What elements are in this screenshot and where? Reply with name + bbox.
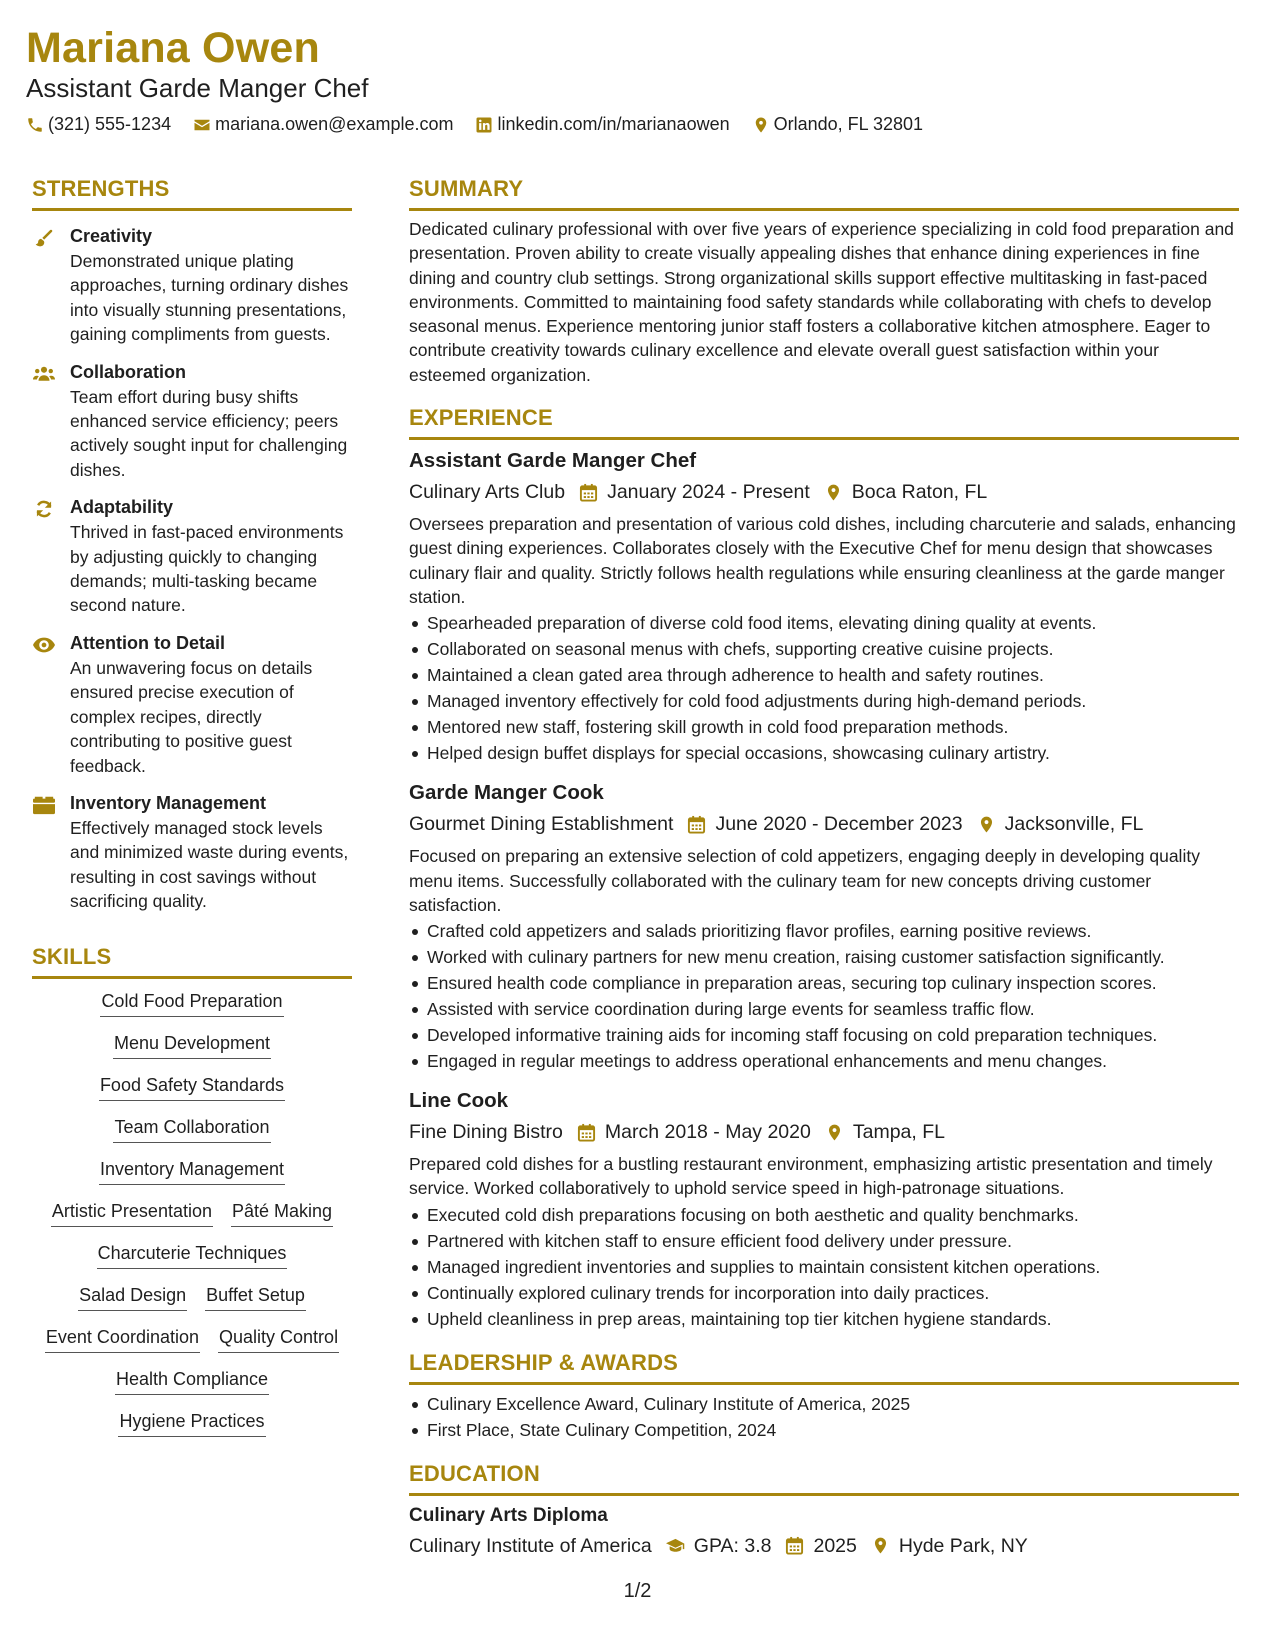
job-title: Garde Manger Cook (409, 781, 604, 805)
calendar-icon (687, 815, 706, 834)
gpa-text: GPA: 3.8 (693, 1534, 772, 1557)
contact-linkedin[interactable] (475, 114, 729, 135)
job-bullet: Engaged in regular meetings to address operational enhancements and menu changes. (409, 1048, 1239, 1074)
graduation-cap-icon (666, 1536, 685, 1555)
envelope-icon (193, 116, 211, 134)
company-name: Gourmet Dining Establishment (409, 813, 674, 836)
year-item (785, 1531, 856, 1561)
dates-text: March 2018 - May 2020 (604, 1121, 811, 1144)
strength-title: Collaboration (70, 361, 186, 382)
skill-row (109, 1409, 274, 1437)
paintbrush-icon (33, 228, 55, 248)
job-bullets (409, 610, 1239, 766)
edu-location-text: Hyde Park, NY (898, 1534, 1028, 1557)
job-meta (409, 809, 1239, 839)
map-pin-icon (871, 1536, 890, 1555)
calendar-icon (577, 1123, 596, 1142)
eye-icon (33, 635, 55, 655)
strength-desc: Effectively managed stock levels and minimized waste during events, resulting in cost savings without sacrificing quality. (70, 817, 349, 912)
skill-row (104, 1031, 280, 1059)
experience-heading: EXPERIENCE (409, 401, 1239, 440)
awards-heading: LEADERSHIP & AWARDS (409, 1346, 1239, 1385)
skill-tag: Inventory Management (99, 1157, 285, 1185)
phone-text: (321) 555-1234 (48, 114, 172, 134)
job-bullet: Helped design buffet displays for special occasions, showcasing culinary artistry. (409, 740, 1239, 766)
resume-header (26, 22, 1246, 135)
skill-row (106, 1367, 278, 1395)
gpa-item (666, 1531, 772, 1561)
strength-item (32, 790, 352, 914)
strength-desc: Thrived in fast-paced environments by adjusting quickly to changing demands; multi-tasking became second nature. (70, 522, 344, 616)
job-meta (409, 1117, 1239, 1147)
map-pin-icon (825, 1123, 844, 1142)
job-bullet: Upheld cleanliness in prep areas, maintaining top tier kitchen hygiene standards. (409, 1306, 1239, 1332)
strength-title: Creativity (70, 226, 153, 246)
job-location (824, 477, 988, 507)
job-bullet: Crafted cold appetizers and salads prioritizing flavor profiles, earning positive reviews. (409, 918, 1239, 944)
email-text[interactable]: mariana.owen@example.com (215, 114, 454, 134)
job-dates (687, 809, 962, 839)
calendar-icon (579, 483, 598, 502)
skill-tag: Charcuterie Techniques (97, 1241, 288, 1269)
users-icon (33, 364, 55, 384)
strength-title: Attention to Detail (70, 632, 225, 653)
contact-location (752, 114, 923, 135)
strength-item (32, 223, 352, 347)
map-pin-icon (824, 483, 843, 502)
skill-row (104, 1115, 279, 1143)
linkedin-icon (475, 116, 493, 134)
job-description: Focused on preparing an extensive selection of cold appetizers, engaging deeply in developing quality menu items. Successfully collaborated with the culinary team for new concepts driving customer satisfaction. (409, 846, 1200, 915)
job-bullet: Executed cold dish preparations focusing on both aesthetic and quality benchmarks. (409, 1202, 1239, 1228)
job-dates (579, 477, 810, 507)
job-bullet: Developed informative training aids for incoming staff focusing on cold preparation techniques. (409, 1022, 1239, 1048)
summary-text: Dedicated culinary professional with over five years of experience specializing in cold food preparation and presentation. Proven ability to create visually appealing dishes that enhance dining experiences in fine dining and country club settings. Strong organizational skills support effective multitasking in fast-paced environments. Committed to maintaining food safety standards while collaborating with chefs to develop seasonal menus. Experience mentoring junior staff fosters a collaborative kitchen atmosphere. Eager to contribute creativity towards culinary excellence and elevate overall guest satisfaction within your esteemed organization. (409, 219, 1234, 385)
job-bullets (409, 1202, 1239, 1332)
page-number: 1/2 (623, 1580, 652, 1602)
company-name: Culinary Arts Club (409, 481, 566, 504)
strength-item (32, 494, 352, 618)
skill-tag: Event Coordination (45, 1325, 200, 1353)
job-entry (409, 778, 1239, 1074)
job-location-text: Boca Raton, FL (851, 481, 988, 504)
location-text: Orlando, FL 32801 (773, 114, 924, 134)
job-bullet: Worked with culinary partners for new menu creation, raising customer satisfaction significantly. (409, 944, 1239, 970)
skill-row (90, 1073, 294, 1101)
strength-desc: Team effort during busy shifts enhanced service efficiency; peers actively sought input for challenging dishes. (70, 386, 348, 480)
skill-row (42, 1199, 342, 1227)
strength-desc: An unwavering focus on details ensured precise execution of complex recipes, directly contributing to positive guest feedback. (70, 657, 313, 776)
job-location (977, 809, 1144, 839)
awards-list (409, 1391, 1239, 1443)
job-dates (577, 1117, 811, 1147)
sync-icon (33, 499, 55, 519)
job-bullet: Mentored new staff, fostering skill growth in cold food preparation methods. (409, 714, 1239, 740)
box-icon (33, 795, 55, 815)
strength-desc: Demonstrated unique plating approaches, turning ordinary dishes into visually stunning presentations, gaining compliments from guests. (70, 251, 349, 345)
strength-title: Adaptability (70, 497, 174, 518)
job-bullet: Collaborated on seasonal menus with chefs, supporting creative cuisine projects. (409, 636, 1239, 662)
skill-tag: Health Compliance (115, 1367, 269, 1395)
job-bullet: Maintained a clean gated area through adherence to health and safety routines. (409, 662, 1239, 688)
job-location (825, 1117, 945, 1147)
strengths-heading: STRENGTHS (32, 172, 352, 211)
right-column (409, 172, 1239, 1561)
skill-tag: Artistic Presentation (51, 1199, 213, 1227)
degree-title: Culinary Arts Diploma (409, 1504, 608, 1526)
map-pin-icon (977, 815, 996, 834)
skill-row (91, 989, 292, 1017)
skill-tag: Hygiene Practices (118, 1409, 265, 1437)
skill-tag: Salad Design (78, 1283, 187, 1311)
company-name: Fine Dining Bistro (409, 1121, 563, 1144)
job-bullet: Assisted with service coordination during large events for seamless traffic flow. (409, 996, 1239, 1022)
skill-row (90, 1157, 294, 1185)
map-pin-icon (752, 116, 770, 134)
education-meta (409, 1531, 1239, 1561)
job-location-text: Jacksonville, FL (1004, 813, 1144, 836)
strength-title: Inventory Management (70, 792, 267, 813)
skill-tag: Quality Control (218, 1325, 339, 1353)
skill-tag: Pâté Making (231, 1199, 333, 1227)
left-column (32, 172, 352, 1451)
job-description: Oversees preparation and presentation of various cold dishes, including charcuterie and salads, enhancing guest dining experiences. Collaborates closely with the Executive Chef for menu design that showcases culinary flair and quality. Strictly follows health regulations while ensuring cleanliness at the garde manger station. (409, 514, 1236, 607)
skill-row (36, 1325, 348, 1353)
skill-row (69, 1283, 315, 1311)
job-bullet: Ensured health code compliance in preparation areas, securing top culinary inspection scores. (409, 970, 1239, 996)
job-bullets (409, 918, 1239, 1074)
skills-list (32, 989, 352, 1451)
edu-location-item (871, 1531, 1028, 1561)
job-bullet: Managed ingredient inventories and supplies to maintain consistent kitchen operations. (409, 1254, 1239, 1280)
job-bullet: Partnered with kitchen staff to ensure efficient food delivery under pressure. (409, 1228, 1239, 1254)
skill-tag: Food Safety Standards (99, 1073, 285, 1101)
award-item: Culinary Excellence Award, Culinary Institute of America, 2025 (409, 1391, 1239, 1417)
candidate-name: Mariana Owen (26, 24, 320, 72)
job-location-text: Tampa, FL (852, 1121, 945, 1144)
school-name: Culinary Institute of America (409, 1534, 652, 1557)
calendar-icon (785, 1536, 804, 1555)
dates-text: June 2020 - December 2023 (715, 813, 963, 836)
strength-item (32, 359, 352, 483)
linkedin-text[interactable]: linkedin.com/in/marianaowen (497, 114, 730, 134)
job-title: Line Cook (409, 1089, 509, 1113)
job-entry (409, 1086, 1239, 1332)
job-bullet: Continually explored culinary trends for incorporation into daily practices. (409, 1280, 1239, 1306)
award-item: First Place, State Culinary Competition, 2024 (409, 1417, 1239, 1443)
strength-item (32, 630, 352, 778)
skills-heading: SKILLS (32, 940, 352, 979)
summary-heading: SUMMARY (409, 172, 1239, 211)
dates-text: January 2024 - Present (607, 481, 810, 504)
skill-tag: Menu Development (113, 1031, 271, 1059)
job-bullet: Spearheaded preparation of diverse cold food items, elevating dining quality at events. (409, 610, 1239, 636)
skill-row (88, 1241, 297, 1269)
job-meta (409, 477, 1239, 507)
skill-tag: Buffet Setup (205, 1283, 306, 1311)
skill-tag: Cold Food Preparation (100, 989, 283, 1017)
job-description: Prepared cold dishes for a bustling restaurant environment, emphasizing artistic presentation and timely service. Worked collaboratively to uphold service speed in high-patronage situations. (409, 1154, 1213, 1199)
phone-icon (26, 116, 44, 134)
skill-tag: Team Collaboration (113, 1115, 270, 1143)
contact-bar (26, 114, 1246, 135)
contact-phone (26, 114, 171, 135)
experience-list (409, 446, 1239, 1332)
education-heading: EDUCATION (409, 1457, 1239, 1496)
year-text: 2025 (813, 1534, 857, 1557)
contact-email[interactable] (193, 114, 453, 135)
candidate-role: Assistant Garde Manger Chef (26, 73, 369, 103)
job-bullet: Managed inventory effectively for cold food adjustments during high-demand periods. (409, 688, 1239, 714)
job-title: Assistant Garde Manger Chef (409, 449, 697, 473)
job-entry (409, 446, 1239, 766)
